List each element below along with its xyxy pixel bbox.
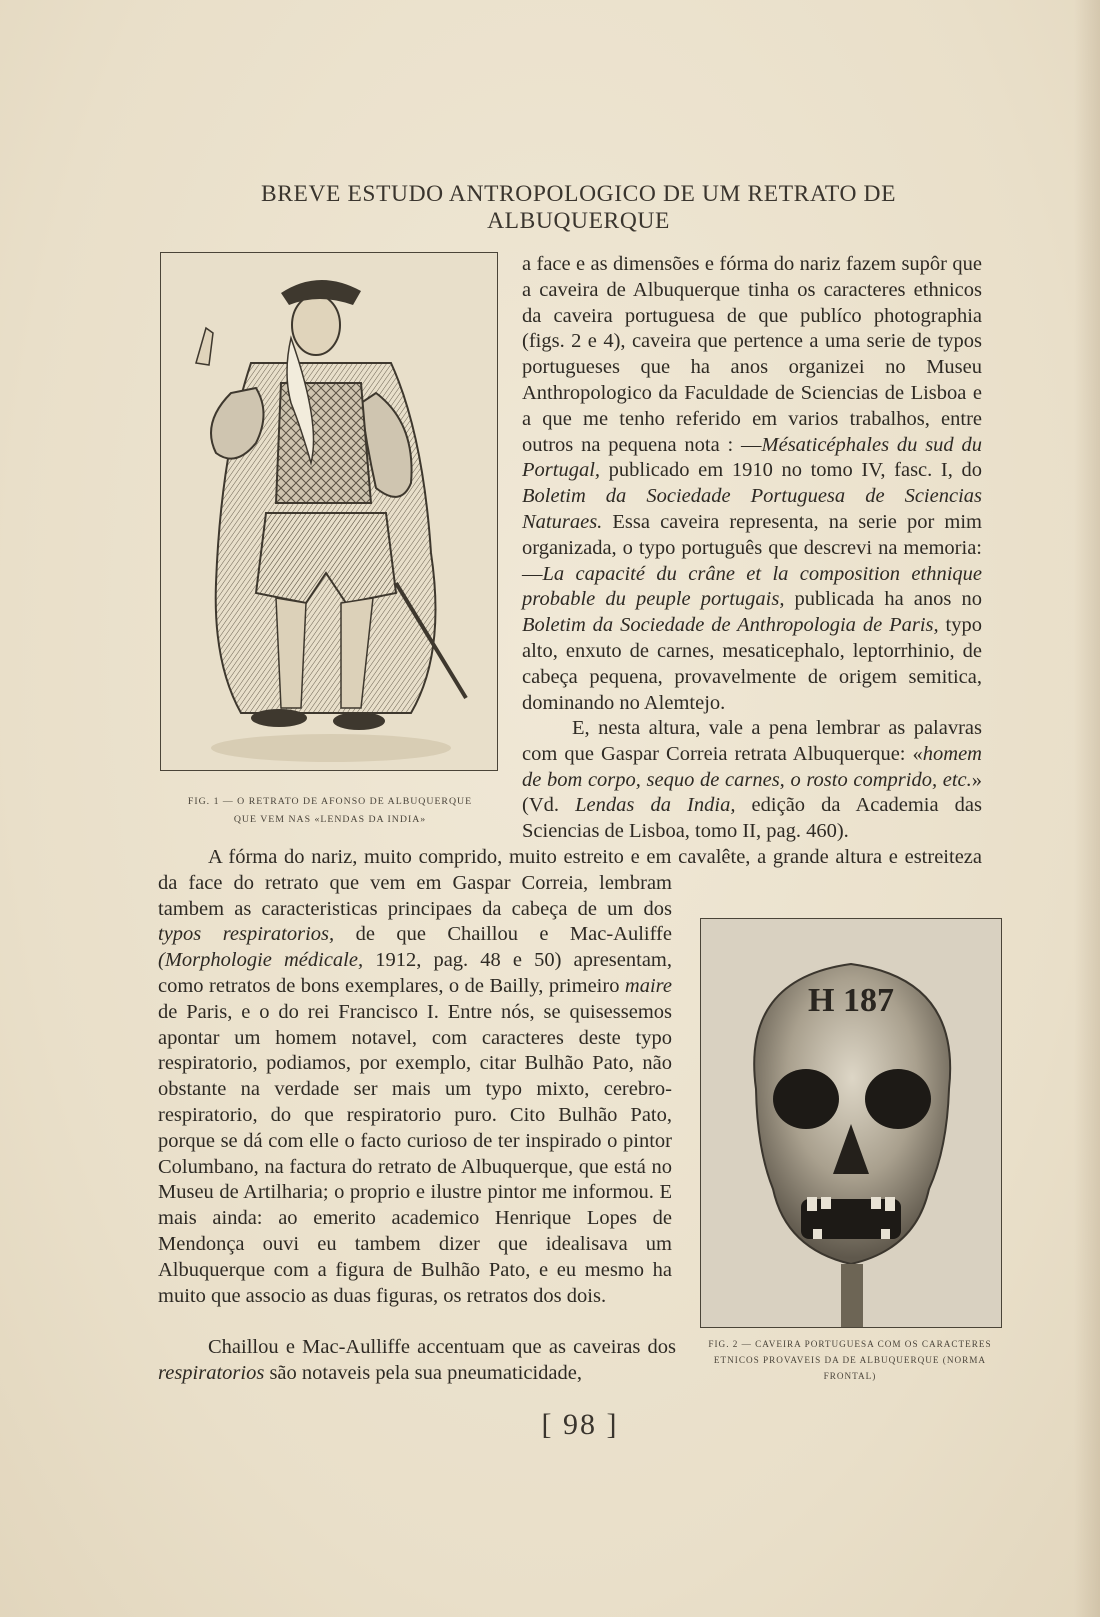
paragraph-2-italic-b: Lendas da India, [575,794,736,817]
paragraph-3-italic-a: typos respiratorios, [158,923,335,946]
paragraph-4-italic-a: respiratorios [158,1361,265,1384]
paragraph-2-text-b: » (Vd. [522,768,982,817]
paragraph-1-text-c: Essa caveira representa, na serie por mim organizada, o typo português que descrevi na memoria: — [522,510,982,585]
paragraph-1 [522,252,982,716]
paragraph-3-text-b: de que Chaillou e Mac-Auliffe [334,923,672,946]
paragraph-4-text-a: Chaillou e Mac-Aulliffe accentuam que as caveiras dos [208,1336,676,1358]
paragraph-1-text-d: publicada ha anos no [784,588,982,611]
paragraph-1-text-e: typo alto, enxuto de carnes, mesaticephalo, leptorrhinio, de cabeça pequena, provavelmente de origem semitica, dominando no Alemtejo. [522,614,982,714]
page-number: [ 98 ] [541,1408,619,1441]
paragraph-3-italic-c: maire [624,974,672,997]
figure-2-caption: FIG. 2 — CAVEIRA PORTUGUESA COM OS CARACTERES ETNICOS PROVAVEIS DA DE ALBUQUERQUE (NORMA FRONTAL) [708,1339,992,1381]
paragraph-4-text-b: são notaveis pela sua pneumaticidade, [264,1361,582,1384]
paragraph-2-text-a: E, nesta altura, vale a pena lembrar as palavras com que Gaspar Correia retrata Albuquerque: « [522,717,982,765]
portrait-illustration [161,253,497,770]
paragraph-1-italic-a: Mésaticéphales du sud du Portugal, [522,433,983,482]
paragraph-3-text-d: de Paris, e o do rei Francisco I. Entre nós, se quisessemos apontar um homem notavel, com caracteres deste typo respiratorio, podiamos, por exemplo, citar Bulhão Pato, não obstante na verdade ser mais um typo mixto, cerebro-respiratorio, do que respiratorio puro. Cito Bulhão Pato, porque se dá com elle o facto curioso de ter inspirado o pintor Columbano, na factura do retrato de Albuquerque, que está no Museu de Artilharia; o proprio e ilustre pintor me informou. E mais ainda: ao emerito academico Henrique Lopes de Mendonça ouvi eu tambem dizer que idealisava um Albuquerque com a figura de Bulhão Pato, e eu mesmo ha muito que associo as duas figuras, os retratos dos dois. [158,1000,672,1307]
paragraph-4 [158,1335,676,1387]
paragraph-1-italic-c: La capacité du crâne et la composition ethnique probable du peuple portugais, [522,562,982,611]
paragraph-2 [522,716,982,845]
paragraph-1-italic-d: Boletim da Sociedade de Anthropologia de Paris, [522,614,939,637]
skull-inventory-label: H 187 [808,982,894,1019]
paragraph-3-text-a: A fórma do nariz, muito comprido, muito estreito e em cavalête, a grande altura e estreiteza da face do retrato que vem em Gaspar Correia, lembram tambem as caracteristicas principaes da cabeça de um dos [158,846,982,920]
figure-1-caption: FIG. 1 — O RETRATO DE AFONSO DE ALBUQUERQUE QUE VEM NAS «LENDAS DA INDIA» [187,796,473,825]
paragraph-2-italic-a: homem de bom corpo, sequo de carnes, o rosto comprido, etc. [522,742,982,791]
paragraph-3-text-c: 1912, pag. 48 e 50) apresentam, como retratos de bons exemplares, o de Bailly, primeiro [158,949,672,997]
paragraph-2-text-c: edição da Academia das Sciencias de Lisboa, tomo II, pag. 460). [522,794,982,843]
paragraph-3 [158,845,982,1412]
paragraph-1-text-b: publicado em 1910 no tomo IV, fasc. I, do [600,459,982,482]
paragraph-3-italic-b: (Morphologie médicale, [158,949,364,972]
figure-2-wrap-block [672,892,982,1412]
page-edge-shadow [1074,0,1100,1617]
paragraph-1-italic-b: Boletim da Sociedade Portuguesa de Sciencias Naturaes. [522,485,982,533]
figure-portrait-albuquerque [160,252,498,771]
paragraph-1-text-a: a face e as dimensões e fórma do nariz fazem supôr que a caveira de Albuquerque tinha os caracteres ethnicos da caveira portuguesa de que publíco photographia (figs. 2 e 4), caveira que pertence a uma serie de typos portugueses que ha anos organizei no Museu Anthropologico da Faculdade de Sciencias de Lisboa e a que me tenho referido em varios trabalhos, entre outros na pequena nota : — [522,253,982,456]
running-header: BREVE ESTUDO ANTROPOLOGICO DE UM RETRATO DE ALBUQUERQUE [260,181,897,234]
